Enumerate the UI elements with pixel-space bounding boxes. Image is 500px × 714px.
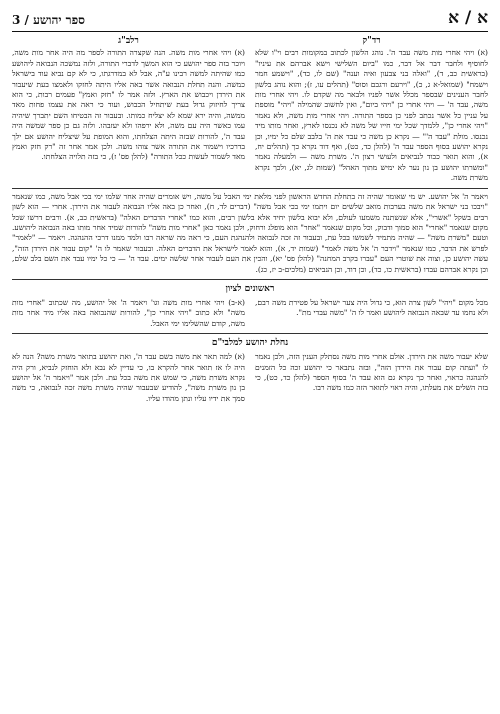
commentary-columns — [12, 36, 488, 184]
rishonim-title: ראשונים לציון — [225, 283, 275, 294]
lower-right-text: שלא יעבור משה את הירדן. אולם אחרי מות משה נסתלק הענין הזה, ולכן נאמר לו "ועתה קום עבור את הירדן הזה", ובזה נתבאר כי יהושע זכה כל הזמנים להנהגה כראוי, ואחר כך נקרא גם הוא עבד ה' בסוף הספר (להלן כד, כט), כי בזה השלים את מעלתו, והיה ראוי לתואר הזה כמו משה רבו. — [255, 352, 488, 393]
chapter-ref: א / א — [448, 8, 488, 28]
continuation-block — [12, 192, 488, 275]
lower-left-text: (א) למה תאר את משה בשם עבד ה', ואת יהושע בתואר משרת משה? הנה לא היה לו אז תואר אחר להקרא בו, כי עדיין לא נבא ולא הוחזק לנביא, ורק היה נקרא משרת משה, כי שמש את משה בכל עת. ולכן אמר "ויאמר ה' אל יהושע בן נון משרת משה", להודיע שבעבור שהיה משרת משה זכה לנבואה, כי משה סמך את ידיו עליו ונתן מהודו עליו. — [12, 352, 245, 403]
book-title: ספר יהושע / 3 — [12, 13, 85, 27]
page — [12, 6, 488, 706]
rishonim-left-text: (א-ב) ויהי אחרי מות משה וגו' ויאמר ה' אל יהושע, מה שכתוב "אחרי מות משה" ולא כתוב "ויהי אחרי כן", להורות שהנבואה באה אליו מיד אחר מות משה, קודם שהשלימו ימי האבל. — [12, 297, 245, 328]
divider — [12, 279, 488, 280]
rishonim-left — [12, 298, 245, 329]
radak-title: רד"ק — [362, 36, 381, 46]
rishonim-right — [255, 298, 488, 329]
lower-right — [255, 352, 488, 404]
left-column — [12, 36, 245, 184]
rishonim-right-text: מכל מקום "ויהי" לשון צרה הוא, כי גדול היה צער ישראל על פטירת משה רבם, ולא נחמו עד שבאה הנבואה ליהושע ואמר לו ה' "משה עבדי מת". — [255, 297, 488, 318]
divider — [12, 333, 488, 334]
lower-title: נחלת יהושע למלבי"ם — [211, 338, 289, 349]
ralbag-title: רלב"ג — [118, 36, 139, 46]
lower-left — [12, 352, 245, 404]
lower-columns — [12, 352, 488, 404]
continuation-text: ויאמר ה' אל יהושע. יש מי שאומר שהיה זה בתחלת החדש הראשון לפני מלאת ימי האבל על משה, ויש אומרים שהיה אחר שלמו ימי בכי אבל משה, כמו שנאמר "ויבכו בני ישראל את משה בערבות מואב שלשים יום ויתמו ימי בכי אבל משה" (דברים לד, ח), ואחר כן באה אליו הנבואה לעבור את הירדן. אחרי — הוא לשון רבים בשקל "אשרי", אלא שנשתנה משמעו לעולם, ולא יבוא בלשון יחיד אלא בלשון רבים, והוא כמו "אחרי הדברים האלה" (בראשית כב, א). ורבים דרשו שכל מקום שנאמר "אחרי" הוא סמוך ודבוק, וכל מקום שנאמר "אחר" הוא מופלג ורחוק, ולכן נאמר כאן "אחרי מות משה" להורות שמיד אחר מותו באה הנבואה ליהושע. וטעם "משרת משה" — שהיה מתמיד לשמשו בכל עת, ובעבור זה זכה לנבואה ולהנהגת העם, כי ראה מה שראה רבו ולמד ממנו דרכי ההנהגה. ויאמר — "לאמר" לפרש את הדבר, כמו שנאמר "וידבר ה' אל משה לאמר" (שמות יד, א), והוא לאמר לישראל את הדברים האלה. ובעבור שאמר לו ה' "קום עבור את הירדן הזה", עשה יהושע כן, וצוה את שוטרי העם "עברו בקרב המחנה" (להלן פס' יא), והכין את העם לעבור אחר שלשה ימים. עבד ה' — כי כל ימיו עבד את השם בלב שלם, וכן נקרא אברהם עבדו (בראשית כו, כד), וכן דוד, וכן הנביאים (מלכים-ב יז, כג). — [12, 191, 488, 274]
divider — [12, 188, 488, 189]
page-header — [12, 6, 488, 32]
right-column — [255, 36, 488, 184]
radak-text: (א) ויהי אחרי מות משה עבד ה'. נוהג הלשון לכתוב במקומות רבים וי"ו שלא לחוסיף ולחבר דבר אל דבר, כמו "ביום השלישי וישא אברהם את עיניו" (בראשית כב, ד), "ואלה בני צבעון ואיה וענה" (שם לו, כד), "וישמע חמר וישמח" (שמואל-א ג, כ), "וירעם ורגבם וסוס" (תהלים עו, ז); והוא נוהג בלשון לחבר הענינים שבספר מכלל אשר לפניו ולבאר מה שקדם לו. ויהי אחרי מות משה, עבד ה' — ויהי אחרי כן "ויהי ביום", ואין לחשוב שהמילה "ויהי" מוספת על עניין כל אשר נכתב לפני כן בספר התורה. ויהי אחרי מות משה, ולא נאמר "ויהי אחרי כן", ללמדך שכל ימי חייו של משה לא נכנסו לארץ, ואחר מותו מיד נכנסו. מולת "עבד ה'" — נקרא כן משה כי עבד את ה' בלבב שלם כל ימיו, וכן נקרא יהושע בסוף הספר עבד ה' (להלן כד, כט), ואף דוד נקרא כך (תהלים יח, א), והוא תואר כבוד לנביאים ולעושי רצון ה'. משרת משה — ולמעלה נאמר "ומשרתו יהושע בן נון נער לא ימיש מתוך האהל" (שמות לג, יא), ולכך נקרא משרת משה. — [255, 48, 488, 183]
ralbag-text: (א) ויהי אחרי מות משה. הנה שקצרה התורה לספר מה היה אחר מות משה, ויוכר בזה ספר יהושע כי הוא המשך לדברי התורה, ולזה נמשכה הנבואה ליהושע כמו שהיתה למשה רבינו ע"ה, אבל לא במדרגתו, כי לא קם נביא עוד בישראל כמשה. והנה תחלת הנבואה אשר באה אליו היתה לחזקו ולאמצו בעת שיעבור את הירדן ויכבוש את הארץ. ולזה אמר לו "חזק ואמץ" פעמים רבות, כי הוא צריך לחיזוק גדול בעת שיתחיל הכבוש, ועוד כי ראה את עצמו פחות מאד ממשה, והיה ירא שמא לא יצליח כמותו. ובעבור זה הבטיחו השם יתברך שיהיה עמו כאשר היה עם משה, ולא ירפהו ולא יעזבהו. ולזה גם כן ספר שמשה היה עבד ה', להורות שבזה היתה הצלחתו, והוא המופת על שיצליח יהושע אם ילך בדרכיו וישמור את התורה אשר צוהו משה. ולכן אמר אחר זה "רק חזק ואמץ מאד לשמור לעשות ככל התורה" (להלן פס' ז), כי בזה תלויה הצלחתו. — [12, 48, 245, 162]
rishonim-columns — [12, 298, 488, 329]
